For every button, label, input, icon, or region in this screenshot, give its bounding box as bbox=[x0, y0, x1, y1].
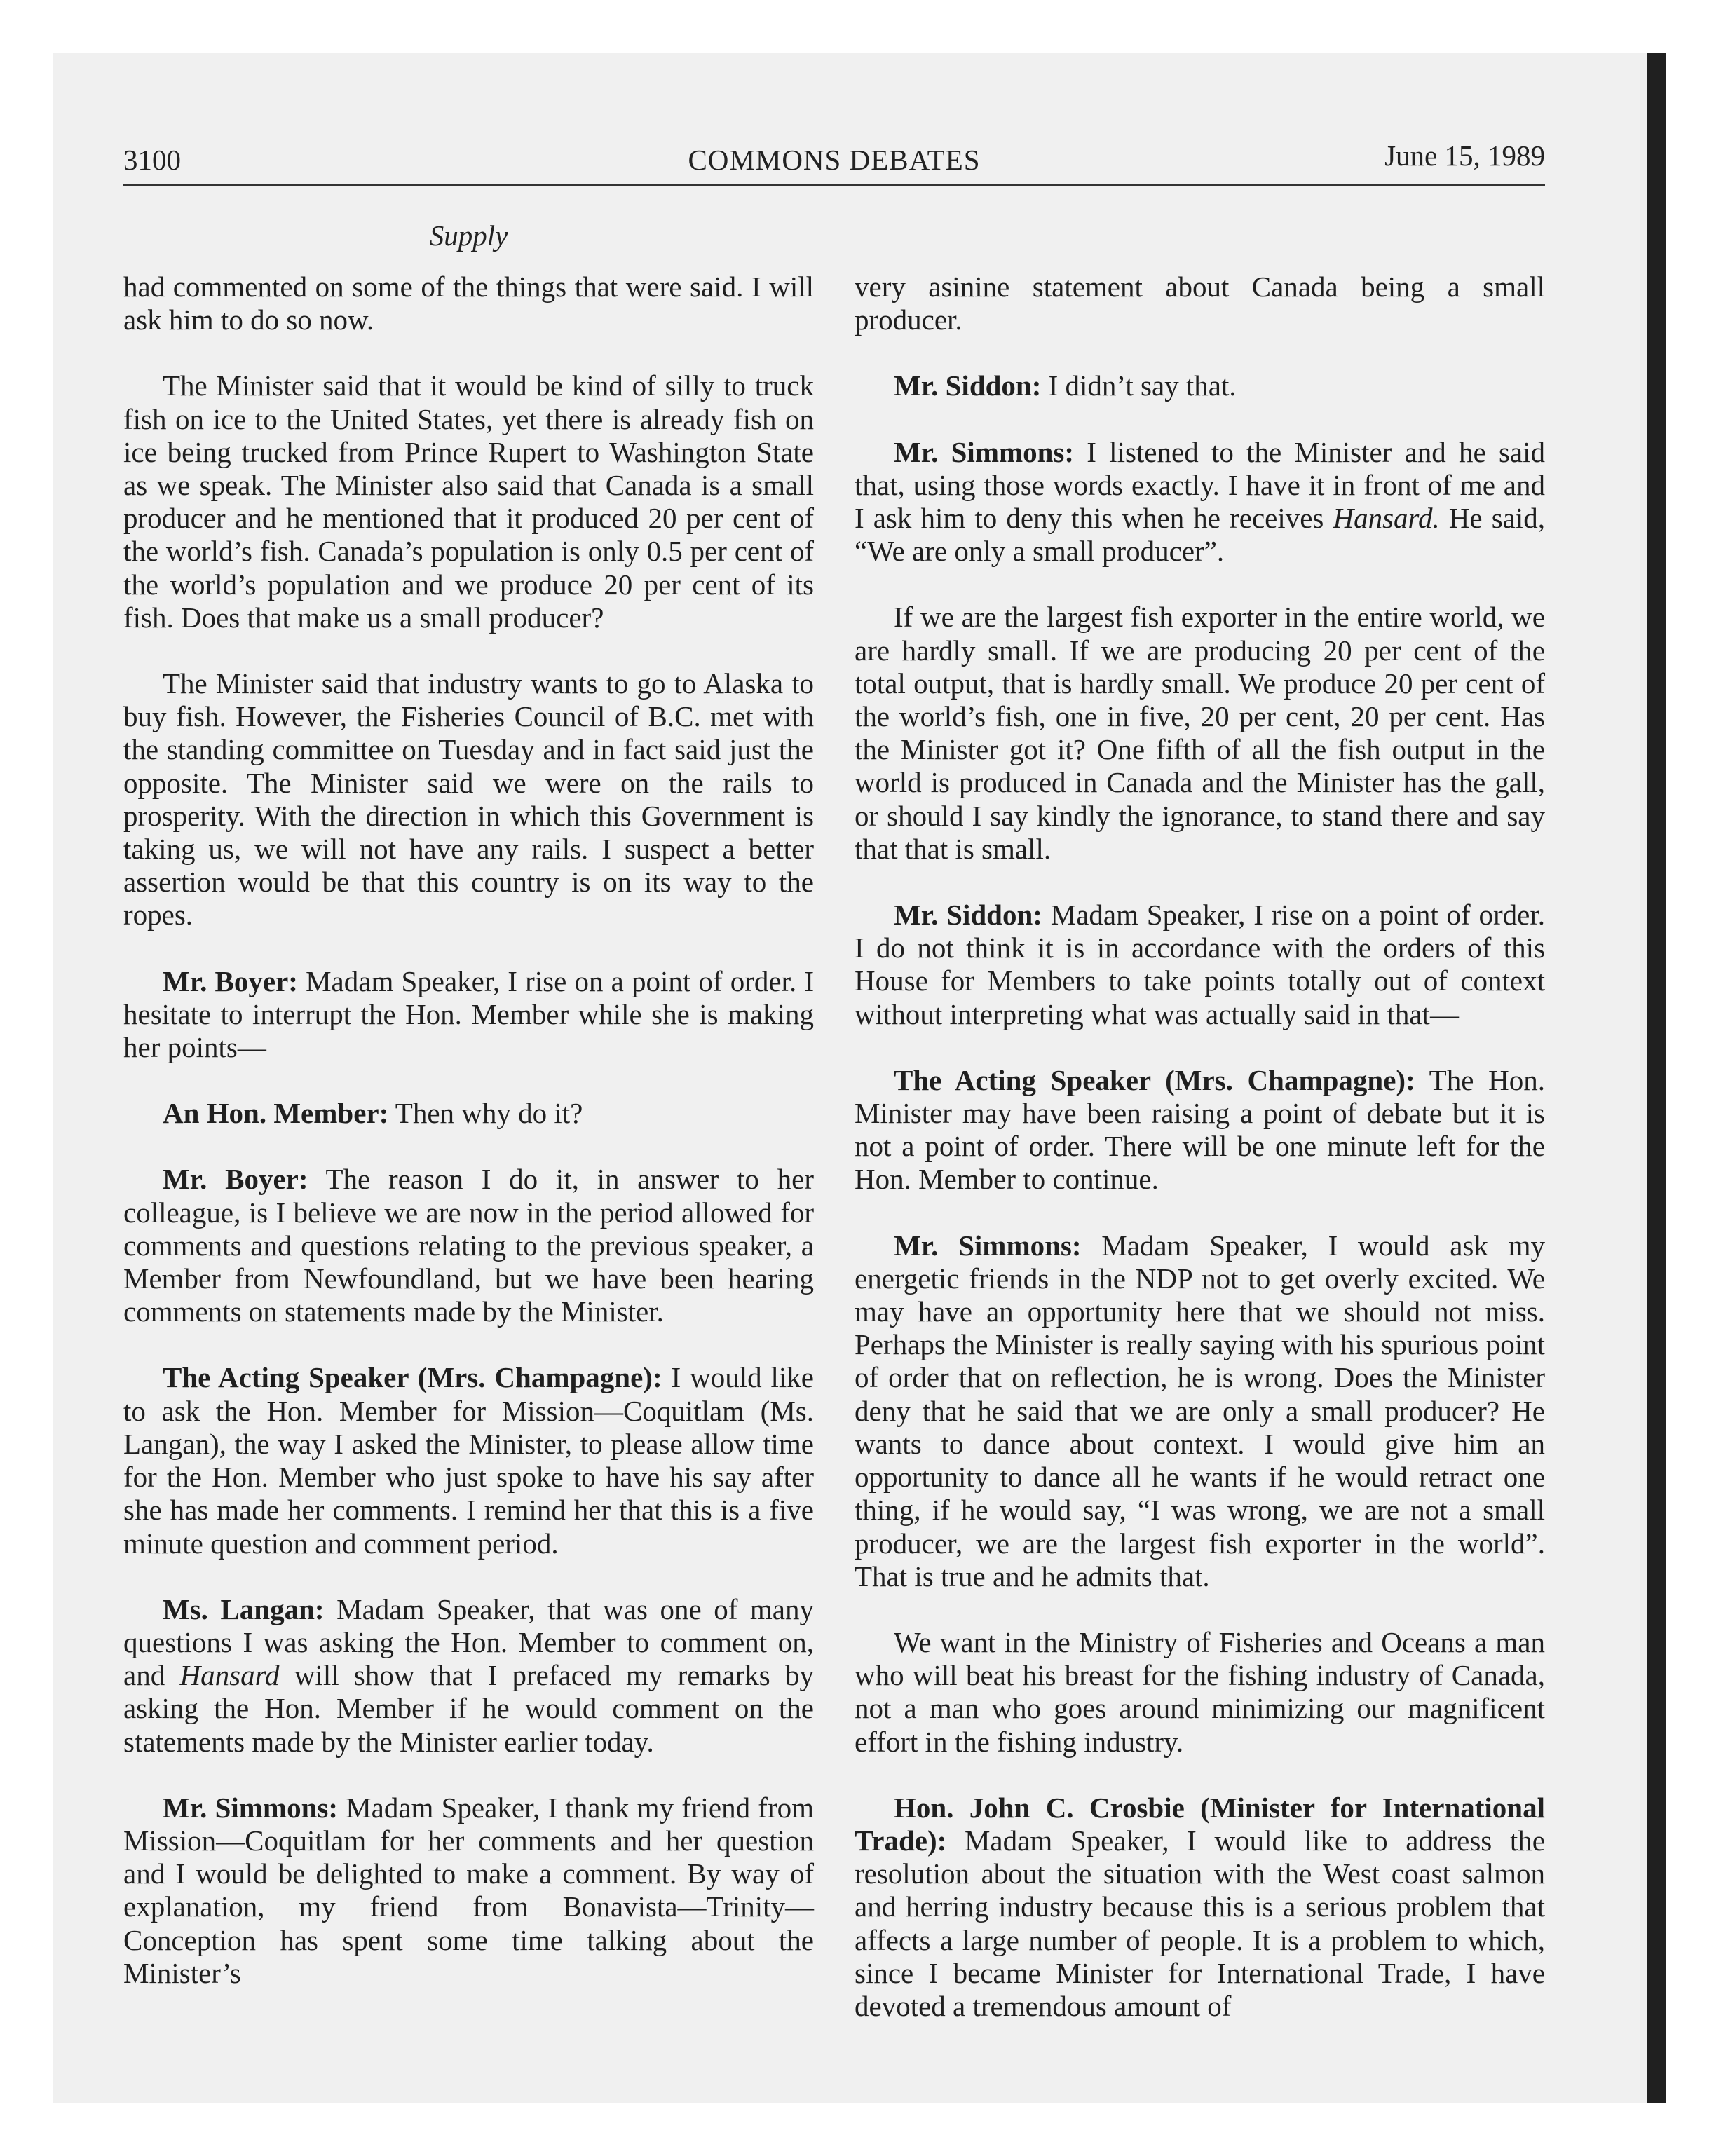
section-label: Supply bbox=[429, 219, 508, 252]
speech-paragraph: Mr. Siddon: I didn’t say that. bbox=[894, 369, 1237, 402]
speech-paragraph: Hon. John C. Crosbie (Minister for International Trade): Madam Speaker, I would like to address the resolution about the situation with the West coast salmon and herring industry because this is a serious problem that affects a large number of people. It is a problem to which, since I became Minister for International Trade, I have devoted a tremendous amount of bbox=[855, 1791, 1545, 2022]
speaker-name: Mr. Siddon: bbox=[894, 369, 1042, 402]
speaker-name: The Acting Speaker (Mrs. Champagne): bbox=[163, 1361, 662, 1394]
paragraph: very asinine statement about Canada being a small producer. bbox=[855, 271, 1545, 336]
speech-paragraph: Mr. Boyer: The reason I do it, in answer to her colleague, is I believe we are now in the period allowed for comments and questions relating to the previous speaker, a Member from Newfoundland, but we have been hearing comments on statements made by the Minister. bbox=[123, 1163, 814, 1328]
speech-paragraph: Mr. Siddon: Madam Speaker, I rise on a point of order. I do not think it is in accordance with the orders of this House for Members to take points totally out of context without interpreting what was actually said in that— bbox=[855, 899, 1545, 1030]
speech-paragraph: Mr. Simmons: Madam Speaker, I thank my friend from Mission—Coquitlam for her comments and her question and I would be delighted to make a comment. By way of explanation, my friend from Bonavista—Trinity—Conception has spent some time talking about the Minister’s bbox=[123, 1791, 814, 1989]
italic-title: Hansard. bbox=[1333, 502, 1440, 535]
speech-paragraph: An Hon. Member: Then why do it? bbox=[163, 1097, 583, 1130]
paragraph: If we are the largest fish exporter in the entire world, we are hardly small. If we are producing 20 per cent of the total output, that is hardly small. We produce 20 per cent of the world’s fish, one in five, 20 per cent, 20 per cent. Has the Minister got it? One fifth of all the fish output in the world is produced in Canada and the Minister has the gall, or should I say kindly the ignorance, to stand there and say that that is small. bbox=[855, 601, 1545, 865]
paragraph: We want in the Ministry of Fisheries and Oceans a man who will beat his breast for the fishing industry of Canada, not a man who goes around minimizing our magnificent effort in the fishing industry. bbox=[855, 1625, 1545, 1758]
paragraph: had commented on some of the things that were said. I will ask him to do so now. bbox=[123, 271, 814, 336]
speaker-name: Mr. Simmons: bbox=[163, 1791, 338, 1824]
paragraph: The Minister said that it would be kind of silly to truck fish on ice to the United States, yet there is already fish on ice being trucked from Prince Rupert to Washington State as we speak. The Minister also said that Canada is a small producer and he mentioned that it produced 20 per cent of the world’s fish. Canada’s population is only 0.5 per cent of the world’s population and we produce 20 per cent of its fish. Does that make us a small producer? bbox=[123, 369, 814, 634]
speaker-name: Mr. Siddon: bbox=[894, 899, 1042, 932]
speech-paragraph: Mr. Simmons: I listened to the Minister and he said that, using those words exactly. I have it in front of me and I ask him to deny this when he receives Hansard. He said, “We are only a small producer”. bbox=[855, 435, 1545, 568]
page-number: 3100 bbox=[123, 144, 181, 176]
paragraph: The Minister said that industry wants to go to Alaska to buy fish. However, the Fisheries Council of B.C. met with the standing committee on Tuesday and in fact said just the opposite. The Minister said we were on the rails to prosperity. With the direction in which this Government is taking us, we will not have any rails. I suspect a better assertion would be that this country is on its way to the ropes. bbox=[123, 667, 814, 932]
speaker-name: An Hon. Member: bbox=[163, 1097, 389, 1130]
speaker-name: Mr. Simmons: bbox=[894, 435, 1075, 468]
left-column bbox=[123, 271, 814, 2023]
speech-paragraph: Mr. Boyer: Madam Speaker, I rise on a point of order. I hesitate to interrupt the Hon. Member while she is making her points— bbox=[123, 964, 815, 1064]
speech-paragraph: The Acting Speaker (Mrs. Champagne): The Hon. Minister may have been raising a point of debate but it is not a point of order. There will be one minute left for the Hon. Member to continue. bbox=[855, 1063, 1545, 1196]
page-date: June 15, 1989 bbox=[1384, 139, 1545, 172]
speaker-name: Mr. Simmons: bbox=[894, 1229, 1082, 1262]
right-column bbox=[855, 271, 1545, 2056]
speech-paragraph: Ms. Langan: Madam Speaker, that was one of many questions I was asking the Hon. Member to comment on, and Hansard will show that I prefaced my remarks by asking the Hon. Member if he would comment on the statements made by the Minister earlier today. bbox=[123, 1592, 814, 1758]
speaker-name: Mr. Boyer: bbox=[163, 964, 298, 997]
speaker-name: Ms. Langan: bbox=[163, 1592, 325, 1625]
speaker-name: The Acting Speaker (Mrs. Champagne): bbox=[894, 1063, 1415, 1096]
header-rule bbox=[123, 184, 1545, 186]
speech-paragraph: Mr. Simmons: Madam Speaker, I would ask my energetic friends in the NDP not to get overly excited. We may have an opportunity here that we should not miss. Perhaps the Minister is really saying with his spurious point of order that on reflection, he is wrong. Does the Minister deny that he said that we are only a small producer? He wants to dance about context. I would give him an opportunity to dance all he wants if he would retract one thing, if he would say, “I was wrong, we are not a small producer, we are the largest fish exporter in the world”. That is true and he admits that. bbox=[855, 1229, 1545, 1592]
italic-title: Hansard bbox=[179, 1659, 280, 1692]
scan-edge-bar bbox=[1647, 53, 1666, 2103]
page-header bbox=[123, 139, 1545, 185]
speaker-name: Hon. John C. Crosbie (Minister for International Trade): bbox=[855, 1791, 1545, 1857]
speaker-name: Mr. Boyer: bbox=[163, 1163, 308, 1196]
speech-paragraph: The Acting Speaker (Mrs. Champagne): I would like to ask the Hon. Member for Mission—Coquitlam (Ms. Langan), the way I asked the Minister, to please allow time for the Hon. Member who just spoke to have his say after she has made her comments. I remind her that this is a five minute question and comment period. bbox=[123, 1361, 814, 1560]
journal-title: COMMONS DEBATES bbox=[688, 144, 981, 176]
